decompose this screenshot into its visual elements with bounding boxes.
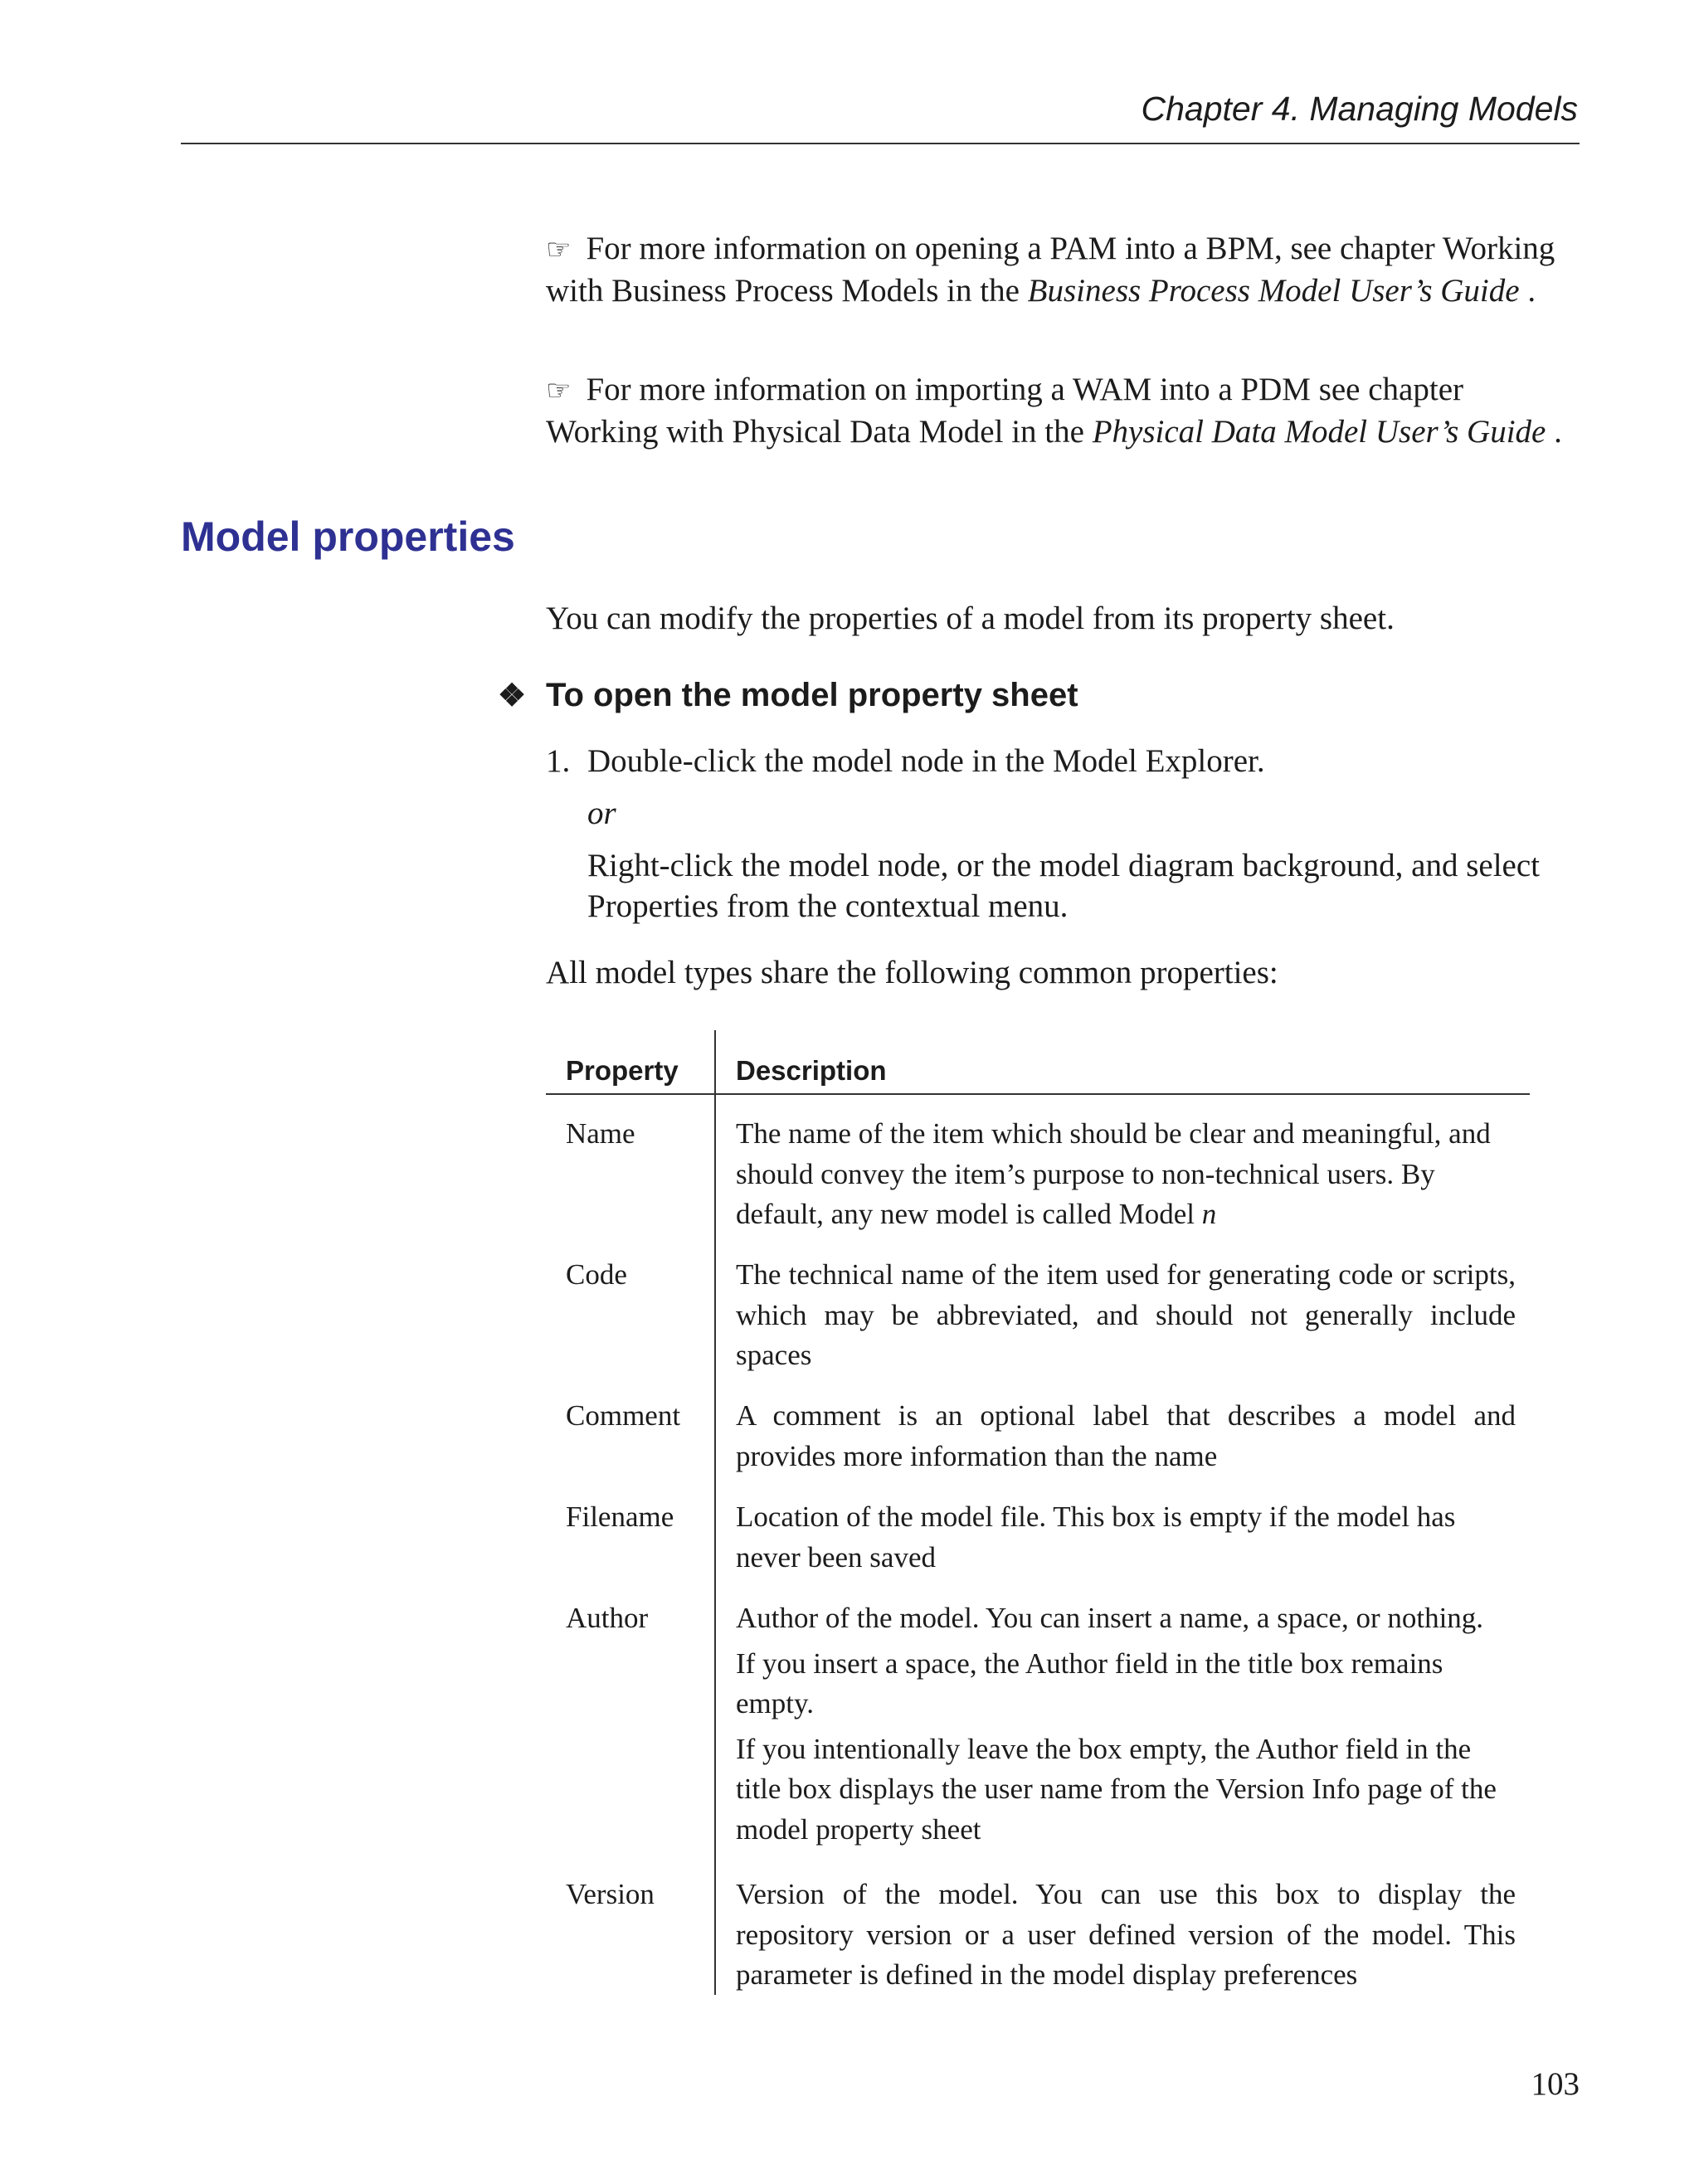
note-suffix: .	[1519, 273, 1536, 309]
running-header: Chapter 4. Managing Models	[1141, 90, 1578, 128]
step-or: or	[587, 795, 616, 831]
table-header-description: Description	[736, 1055, 887, 1086]
table-row-version-desc	[736, 1875, 1516, 2001]
table-row-name-label: Name	[566, 1117, 635, 1150]
table-row-version-label: Version	[566, 1878, 655, 1910]
desc-text: The name of the item which should be clear and meaningful, and should convey the item’s purpose to non-technical users. By default, any new model is called Model	[736, 1117, 1491, 1230]
table-row-comment-label: Comment	[566, 1399, 681, 1432]
desc-text: A comment is an optional label that describes a model and provides more information than the name	[736, 1399, 1516, 1472]
desc-text: Author of the model. You can insert a name, a space, or nothing.	[736, 1602, 1484, 1634]
step-number: 1.	[546, 743, 571, 779]
desc-text: If you intentionally leave the box empty, the Author field in the title box displays the user name from the Version Info page of the model property sheet	[736, 1732, 1497, 1846]
procedure-title-text: To open the model property sheet	[546, 677, 1078, 713]
desc-text: Version of the model. You can use this box to display the repository version or a user defined version of the model. This parameter is defined in the model display preferences	[736, 1878, 1516, 1991]
table-row-filename-label: Filename	[566, 1501, 674, 1533]
section-title: Model properties	[181, 513, 515, 560]
note-bpm	[546, 228, 1583, 311]
header-rule	[181, 143, 1580, 144]
note-book-title: Business Process Model User’s Guide	[1027, 273, 1520, 309]
pointing-hand-icon: ☞	[546, 235, 572, 265]
table-row-filename-desc	[736, 1497, 1516, 1583]
desc-text: Location of the model file. This box is empty if the model has never been saved	[736, 1501, 1456, 1574]
desc-text: If you insert a space, the Author field in the title box remains empty.	[736, 1647, 1443, 1719]
note-suffix: .	[1546, 414, 1562, 450]
note-pdm	[546, 369, 1583, 452]
step-text: Double-click the model node in the Model Explorer.	[587, 743, 1265, 779]
note-text: For more information on importing a WAM into a PDM see chapter Working with Physical Data Model in the	[546, 372, 1463, 450]
table-row-name-desc	[736, 1114, 1516, 1240]
page-number: 103	[1531, 2066, 1580, 2102]
step-alt-text: Right-click the model node, or the model diagram background, and select Properties from the contextual menu.	[587, 848, 1540, 924]
common-properties-intro: All model types share the following common properties:	[546, 955, 1278, 990]
intro-paragraph: You can modify the properties of a model from its property sheet.	[546, 601, 1395, 636]
four-diamond-bullet-icon: ❖	[498, 679, 527, 713]
procedure-title	[498, 677, 1078, 714]
note-text: For more information on opening a PAM into a BPM, see chapter Working with Business Process Models in the	[546, 231, 1555, 309]
table-row-author-label: Author	[566, 1602, 649, 1634]
note-book-title: Physical Data Model User’s Guide	[1092, 414, 1546, 450]
table-row-code-desc	[736, 1255, 1516, 1381]
table-row-comment-desc	[736, 1396, 1516, 1481]
desc-italic: n	[1201, 1198, 1217, 1230]
table-header-rule	[546, 1093, 1530, 1095]
table-row-author-desc	[736, 1598, 1516, 1855]
desc-text: The technical name of the item used for generating code or scripts, which may be abbreviated, and should not generally include spaces	[736, 1258, 1516, 1371]
table-column-divider	[714, 1030, 716, 1995]
pointing-hand-icon: ☞	[546, 376, 572, 406]
table-row-code-label: Code	[566, 1258, 627, 1291]
table-header-property: Property	[566, 1055, 679, 1086]
